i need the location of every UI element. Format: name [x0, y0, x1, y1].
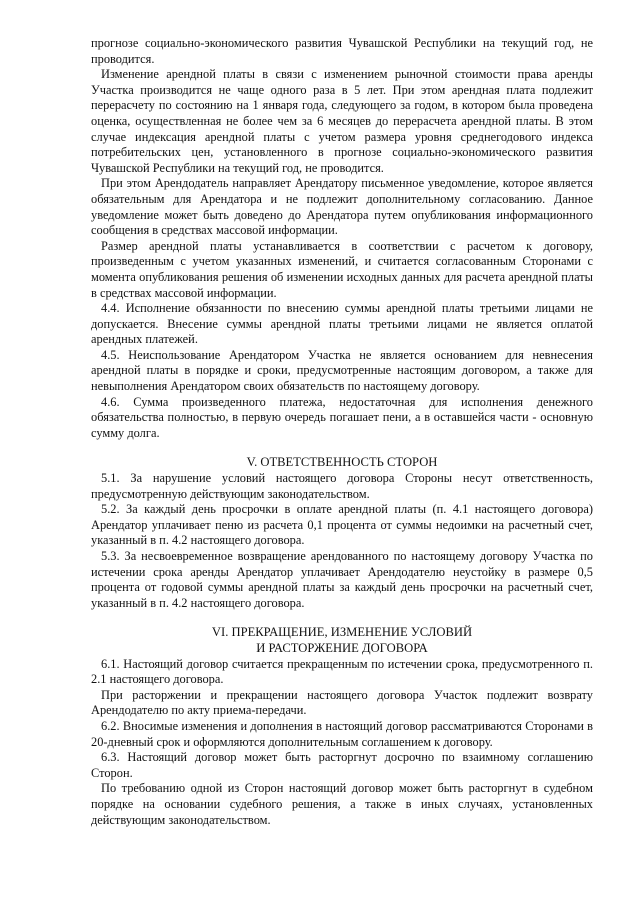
paragraph-rent-size: Размер арендной платы устанавливается в соответствии с расчетом к договору, произведенным с учетом указанных изменений, и считается согласованным Сторонами с момента опубликования решения об изменении исходных данных для расчета арендной платы в средствах массовой информации.	[91, 238, 593, 300]
paragraph-continued: прогнозе социально-экономического развития Чувашской Республики на текущий год, не проводится.	[91, 36, 593, 66]
paragraph-6-3: 6.3. Настоящий договор может быть расторгнут досрочно по взаимному соглашению Сторон.	[91, 750, 593, 780]
paragraph-4-6: 4.6. Сумма произведенного платежа, недостаточная для исполнения денежного обязательства полностью, в первую очередь погашает пени, а в оставшейся части - основную сумму долга.	[91, 394, 593, 440]
paragraph-rent-change: Изменение арендной платы в связи с изменением рыночной стоимости права аренды Участка производится не чаще одного раза в 5 лет. При этом арендная плата подлежит перерасчету по состоянию на 1 января года, следующего за годом, в котором была проведена оценка, осуществленная не более чем за 6 месяцев до перерасчета арендной платы. В этом случае индексация арендной платы с учетом размера уровня среднегодового индекса потребительских цен, установленного в прогнозе социально-экономического развития Чувашской Республики на текущий год, не проводится.	[91, 67, 593, 175]
paragraph-6-2: 6.2. Вносимые изменения и дополнения в настоящий договор рассматриваются Сторонами в 20-дневный срок и оформляются дополнительным соглашением к договору.	[91, 718, 593, 749]
paragraph-return: При расторжении и прекращении настоящего договора Участок подлежит возврату Арендодателю по акту приема-передачи.	[91, 687, 593, 718]
section-6-title-line1: VI. ПРЕКРАЩЕНИЕ, ИЗМЕНЕНИЕ УСЛОВИЙ	[211, 625, 473, 640]
document-page	[91, 36, 593, 828]
paragraph-6-1: 6.1. Настоящий договор считается прекращенным по истечении срока, предусмотренного п. 2.1 настоящего договора.	[91, 656, 593, 687]
paragraph-5-3: 5.3. За несвоевременное возвращение арендованного по настоящему договору Участка по истечении срока аренды Арендатор уплачивает Арендодателю неустойку в размере 0,5 процента от годовой суммы арендной платы за каждый день просрочки на расчетный счет, указанный в п. 4.2 настоящего договора.	[91, 549, 593, 610]
spacer	[91, 441, 593, 455]
paragraph-4-5: 4.5. Неиспользование Арендатором Участка не является основанием для невнесения арендной платы в порядке и сроки, предусмотренные настоящим договором, а также для невыполнения Арендатором своих обязательств по настоящему договору.	[91, 347, 593, 394]
spacer	[91, 611, 593, 625]
paragraph-4-4: 4.4. Исполнение обязанности по внесению суммы арендной платы третьими лицами не допускается. Внесение суммы арендной платы третьими лицами не является оплатой арендных платежей.	[91, 301, 593, 347]
paragraph-5-2: 5.2. За каждый день просрочки в оплате арендной платы (п. 4.1 настоящего договора) Арендатор уплачивает пеню из расчета 0,1 процента от суммы недоимки на расчетный счет, указанный в п. 4.2 настоящего договора.	[91, 502, 593, 548]
paragraph-court-termination: По требованию одной из Сторон настоящий договор может быть расторгнут в судебном порядке на основании судебного решения, а также в иных случаях, установленных действующим законодательством.	[91, 781, 593, 827]
paragraph-5-1: 5.1. За нарушение условий настоящего договора Стороны несут ответственность, предусмотренную действующим законодательством.	[91, 471, 593, 501]
section-5-title: V. ОТВЕТСТВЕННОСТЬ СТОРОН	[246, 455, 438, 470]
paragraph-notification: При этом Арендодатель направляет Арендатору письменное уведомление, которое является обязательным для Арендатора и не подлежит дополнительному согласованию. Данное уведомление может быть доведено до Арендатора путем опубликования информационного сообщения в средствах массовой информации.	[91, 176, 593, 238]
section-6-title-line2: И РАСТОРЖЕНИЕ ДОГОВОРА	[256, 640, 428, 655]
